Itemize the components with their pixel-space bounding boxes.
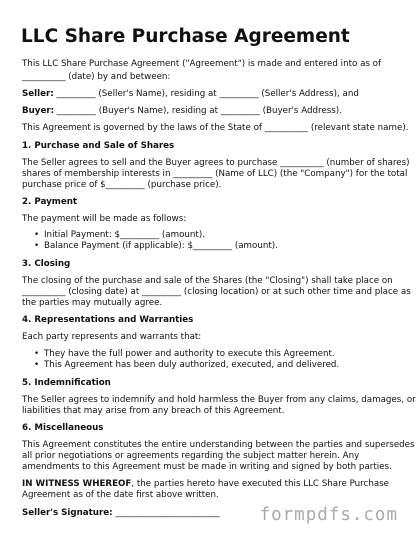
section-4-bullet-2: This Agreement has been duly authorized, executed, and delivered.: [44, 360, 340, 370]
governing-law-line: This Agreement is governed by the laws of the State of __________ (relevant state name).: [22, 123, 409, 133]
section-3-line-2: __________ (closing date) at _________ (closing location) or at such other time and place as: [22, 287, 411, 297]
watermark: formpdfs.com: [259, 505, 398, 525]
section-3-line-1: The closing of the purchase and sale of the Shares (the "Closing") shall take place on: [22, 276, 393, 286]
buyer-details: _________ (Buyer's Name), residing at _________ (Buyer's Address).: [56, 106, 342, 116]
bullet-icon: •: [34, 241, 40, 251]
buyer-label: Buyer:: [22, 106, 55, 116]
seller-details: _________ (Seller's Name), residing at _________ (Seller's Address), and: [56, 89, 359, 99]
section-2-lead: The payment will be made as follows:: [22, 214, 187, 224]
section-6-line-2: all prior negotiations or agreements regarding the subject matter herein. Any: [22, 451, 360, 461]
bullet-icon: •: [34, 230, 40, 240]
section-4-bullet-1: They have the full power and authority to execute this Agreement.: [44, 349, 335, 359]
section-1-heading: 1. Purchase and Sale of Shares: [22, 141, 175, 151]
section-3-line-3: the parties may mutually agree.: [22, 298, 163, 308]
witness-rest: , the parties hereto have executed this LLC Share Purchase: [131, 479, 390, 489]
document-title: LLC Share Purchase Agreement: [21, 26, 350, 47]
section-5-line-1: The Seller agrees to indemnify and hold harmless the Buyer from any claims, damages, or: [22, 395, 416, 405]
signature-row: [22, 507, 220, 520]
signature-label: Seller's Signature:: [22, 508, 113, 518]
witness-bold: IN WITNESS WHEREOF: [22, 479, 132, 489]
section-6-heading: 6. Miscellaneous: [22, 423, 104, 433]
seller-party-line: [22, 88, 359, 101]
section-5-line-2: liabilities that may arise from any breach of this Agreement.: [22, 406, 285, 416]
bullet-icon: •: [34, 349, 40, 359]
section-4-lead: Each party represents and warrants that:: [22, 332, 202, 342]
signature-line[interactable]: ________________________: [115, 508, 220, 518]
section-1-line-1: The Seller agrees to sell and the Buyer agrees to purchase __________ (number of shares): [22, 158, 410, 168]
section-1-line-2: shares of membership interests in _________ (Name of LLC) (the "Company") for the total: [22, 169, 408, 179]
section-1-line-3: purchase price of $_________ (purchase price).: [22, 180, 222, 190]
witness-line-2: Agreement as of the date first above written.: [22, 490, 219, 500]
section-5-heading: 5. Indemnification: [22, 378, 111, 388]
intro-line-2: __________ (date) by and between:: [22, 72, 171, 82]
section-3-heading: 3. Closing: [22, 259, 71, 269]
intro-line-1: This LLC Share Purchase Agreement ("Agreement") is made and entered into as of: [22, 59, 382, 69]
section-6-line-3: amendments to this Agreement must be made in writing and signed by both parties.: [22, 462, 392, 472]
section-6-line-1: This Agreement constitutes the entire understanding between the parties and supersedes: [22, 440, 415, 450]
buyer-party-line: [22, 105, 342, 118]
section-4-heading: 4. Representations and Warranties: [22, 315, 194, 325]
section-2-heading: 2. Payment: [22, 197, 78, 207]
section-2-bullet-1: Initial Payment: $_________ (amount).: [44, 230, 205, 240]
seller-label: Seller:: [22, 89, 54, 99]
bullet-icon: •: [34, 360, 40, 370]
section-2-bullet-2: Balance Payment (if applicable): $_________ (amount).: [44, 241, 278, 251]
